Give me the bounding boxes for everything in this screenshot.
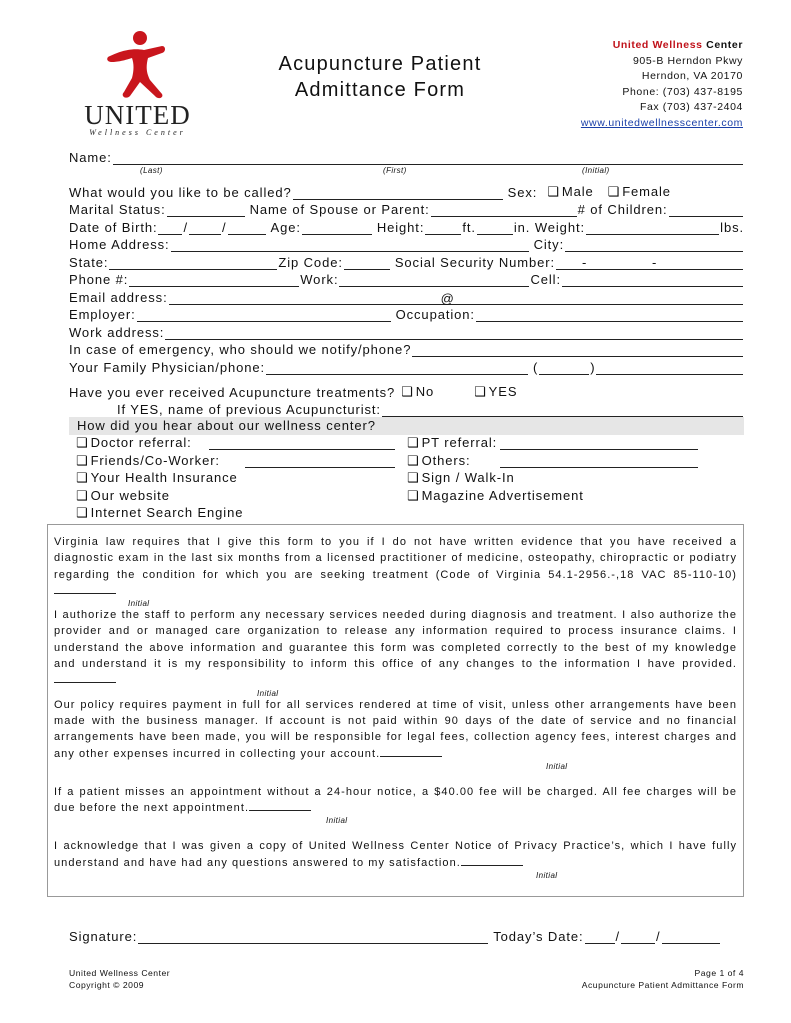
at-sign: @ bbox=[440, 290, 455, 306]
emergency-row: In case of emergency, who should we notify/phone? bbox=[69, 339, 744, 357]
state-field[interactable] bbox=[109, 257, 277, 270]
logo-wordmark: UNITED bbox=[84, 100, 191, 130]
signature-row: Signature: Today’s Date: / / bbox=[69, 929, 721, 944]
address-line2: Herndon, VA 20170 bbox=[641, 70, 743, 83]
age-field[interactable] bbox=[302, 222, 372, 235]
pt-referral-field[interactable] bbox=[500, 437, 698, 450]
friends-option[interactable]: ❑ Friends/Co-Worker: bbox=[76, 453, 220, 468]
website-link[interactable]: www.unitedwellnesscenter.com bbox=[580, 116, 743, 129]
name-field[interactable] bbox=[113, 152, 743, 165]
checkbox-icon: ❑ bbox=[474, 383, 487, 399]
signature-field[interactable] bbox=[138, 931, 488, 944]
legal-paragraph-4: If a patient misses an appointment without a 24-hour notice, a $40.00 fee will be charged. All fee charges will be due before the next appointment. bbox=[54, 785, 737, 815]
initial-field-1[interactable] bbox=[54, 584, 116, 594]
emergency-field[interactable] bbox=[412, 344, 743, 357]
hear-question-bar: How did you hear about our wellness center? bbox=[69, 417, 744, 435]
page-title: Acupuncture Patient Admittance Form bbox=[278, 53, 482, 101]
female-checkbox[interactable]: ❑ Female bbox=[607, 183, 671, 199]
date-year-field[interactable] bbox=[662, 931, 720, 944]
last-hint: (Last) bbox=[140, 166, 163, 175]
male-checkbox[interactable]: ❑ Male bbox=[547, 183, 594, 199]
legal-paragraph-3: Our policy requires payment in full for all services rendered at time of visit, unless other arrangements have been made with the business manager. If account is not paid within 90 days of the date of service and no financial arrangements have been made, you will be responsible for legal fees, collection agency fees, interest charges and any other expenses incurred in collecting your account. bbox=[54, 698, 737, 760]
checkbox-icon: ❑ bbox=[76, 470, 89, 485]
zip-field[interactable] bbox=[344, 257, 390, 270]
checkbox-icon: ❑ bbox=[76, 488, 89, 503]
state-row: State: Zip Code: Social Security Number: - - bbox=[69, 252, 744, 270]
employer-row: Employer: Occupation: bbox=[69, 304, 744, 322]
sign-walkin-option[interactable]: ❑ Sign / Walk-In bbox=[407, 470, 515, 485]
dob-row: Date of Birth: / / Age: Height: ft. in. Weight: lbs. bbox=[69, 219, 744, 235]
friends-field[interactable] bbox=[245, 455, 395, 468]
magazine-option[interactable]: ❑ Magazine Advertisement bbox=[407, 488, 584, 503]
email-field[interactable] bbox=[169, 292, 743, 305]
org-name-red: United Wellness bbox=[612, 39, 703, 51]
children-field[interactable] bbox=[669, 204, 743, 217]
initial-field-5[interactable] bbox=[461, 856, 523, 866]
cell-field[interactable] bbox=[562, 274, 743, 287]
checkbox-icon: ❑ bbox=[407, 488, 420, 503]
initial-label-2: Initial bbox=[257, 688, 279, 698]
initial-field-3[interactable] bbox=[380, 747, 442, 757]
logo-figure-icon bbox=[100, 28, 175, 100]
checkbox-icon: ❑ bbox=[76, 453, 89, 468]
work-address-field[interactable] bbox=[165, 327, 743, 340]
logo bbox=[80, 28, 195, 136]
legal-terms-box bbox=[47, 524, 744, 897]
called-row: What would you like to be called? Sex: ❑ Male ❑ Female bbox=[69, 183, 671, 200]
previous-acupuncturist-row: If YES, name of previous Acupuncturist: bbox=[117, 399, 744, 417]
home-address-field[interactable] bbox=[171, 239, 529, 252]
height-in-field[interactable] bbox=[477, 222, 513, 235]
physician-row: Your Family Physician/phone: ( ) bbox=[69, 357, 744, 375]
search-engine-option[interactable]: ❑ Internet Search Engine bbox=[76, 505, 244, 520]
phone-text: Phone: (703) 437-8195 bbox=[622, 85, 743, 98]
footer-left: United Wellness Center Copyright © 2009 bbox=[69, 968, 171, 990]
doctor-referral-option[interactable]: ❑ Doctor referral: bbox=[76, 435, 192, 450]
weight-field[interactable] bbox=[586, 222, 719, 235]
org-name-black: Center bbox=[706, 39, 743, 51]
physician-area-code-field[interactable] bbox=[539, 362, 589, 375]
initial-label-1: Initial bbox=[128, 599, 150, 609]
occupation-field[interactable] bbox=[476, 309, 743, 322]
checkbox-icon: ❑ bbox=[407, 435, 420, 450]
work-phone-field[interactable] bbox=[339, 274, 529, 287]
marital-row: Marital Status: Name of Spouse or Parent: # of Children: bbox=[69, 199, 744, 217]
website-option[interactable]: ❑ Our website bbox=[76, 488, 170, 503]
date-month-field[interactable] bbox=[585, 931, 615, 944]
spouse-field[interactable] bbox=[431, 204, 577, 217]
phone-field[interactable] bbox=[129, 274, 299, 287]
acu-yes-checkbox[interactable]: ❑ YES bbox=[474, 383, 518, 399]
logo-subtitle: Wellness Center bbox=[89, 128, 186, 137]
name-row: Name: bbox=[69, 147, 744, 165]
initial-label-5: Initial bbox=[536, 871, 558, 881]
dob-year-field[interactable] bbox=[228, 222, 266, 235]
initial-field-4[interactable] bbox=[249, 801, 311, 811]
checkbox-icon: ❑ bbox=[401, 383, 414, 399]
initial-label-3: Initial bbox=[546, 761, 568, 771]
nickname-field[interactable] bbox=[293, 187, 503, 200]
checkbox-icon: ❑ bbox=[407, 453, 420, 468]
address-line1: 905-B Herndon Pkwy bbox=[632, 54, 743, 67]
footer-right: Page 1 of 4 Acupuncture Patient Admittance Form bbox=[581, 968, 744, 990]
employer-field[interactable] bbox=[137, 309, 391, 322]
others-option[interactable]: ❑ Others: bbox=[407, 453, 471, 468]
doctor-referral-field[interactable] bbox=[209, 437, 395, 450]
checkbox-icon: ❑ bbox=[547, 183, 560, 199]
checkbox-icon: ❑ bbox=[76, 505, 89, 520]
first-hint: (First) bbox=[383, 166, 407, 175]
home-address-row: Home Address: City: bbox=[69, 234, 744, 252]
dob-day-field[interactable] bbox=[189, 222, 221, 235]
initial-field-2[interactable] bbox=[54, 673, 116, 683]
marital-field[interactable] bbox=[167, 204, 245, 217]
others-field[interactable] bbox=[500, 455, 698, 468]
city-field[interactable] bbox=[565, 239, 743, 252]
legal-paragraph-5: I acknowledge that I was given a copy of United Wellness Center Notice of Privacy Practice’s, which I have fully understand and have had any questions answered to my satisfaction. bbox=[54, 840, 737, 869]
phone-row: Phone #: Work: Cell: bbox=[69, 269, 744, 287]
ssn-field[interactable]: - - bbox=[556, 257, 743, 270]
checkbox-icon: ❑ bbox=[407, 470, 420, 485]
acupuncture-question-row: Have you ever received Acupuncture treatments? ❑ No ❑ YES bbox=[69, 383, 518, 400]
legal-paragraph-1: Virginia law requires that I give this form to you if I do not have written evidence that you have received a diagnostic exam in the last six months from a licensed practitioner of medicine, osteopathy, chiropractic or podiatry regarding the condition for which you are seeking treatment (Code of Virginia 54.1-2956.-,18 VAC 85-110-10) bbox=[54, 534, 737, 599]
insurance-option[interactable]: ❑ Your Health Insurance bbox=[76, 470, 238, 485]
checkbox-icon: ❑ bbox=[76, 435, 89, 450]
fax-text: Fax (703) 437-2404 bbox=[639, 101, 743, 114]
height-ft-field[interactable] bbox=[425, 222, 461, 235]
physician-phone-field[interactable] bbox=[596, 362, 743, 375]
checkbox-icon: ❑ bbox=[607, 183, 621, 199]
dob-month-field[interactable] bbox=[158, 222, 182, 235]
email-row: Email address: @ bbox=[69, 287, 744, 305]
acu-no-checkbox[interactable]: ❑ No bbox=[401, 383, 435, 399]
initial-label-4: Initial bbox=[326, 816, 348, 826]
legal-paragraph-2: I authorize the staff to perform any necessary services needed during diagnosis and treatment. I also authorize the provider and or managed care organization to release any information required to process insurance claims. I understand the above information and guarantee this form was completed correctly to the best of my knowledge and understand it is my responsibility to inform this office of any changes to the information I have provided. bbox=[54, 607, 737, 688]
contact-block bbox=[581, 38, 743, 132]
previous-acupuncturist-field[interactable] bbox=[382, 404, 743, 417]
work-address-row: Work address: bbox=[69, 322, 744, 340]
physician-field[interactable] bbox=[266, 362, 528, 375]
pt-referral-option[interactable]: ❑ PT referral: bbox=[407, 435, 498, 450]
initial-hint: (Initial) bbox=[582, 166, 610, 175]
date-day-field[interactable] bbox=[621, 931, 655, 944]
